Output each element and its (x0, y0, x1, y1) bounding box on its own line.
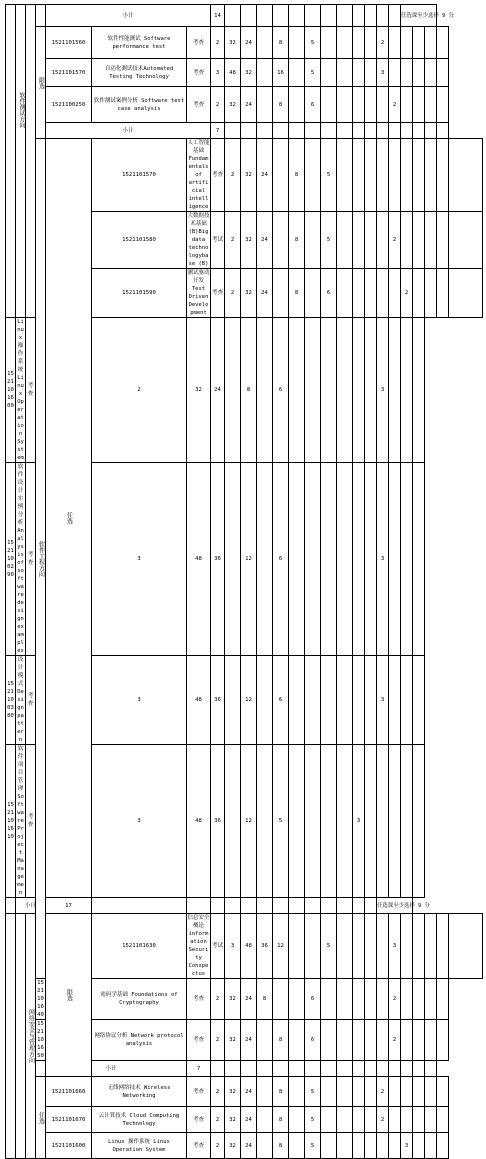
hours: 48 (241, 914, 257, 979)
hours: 32 (225, 87, 241, 123)
blank-cell (16, 5, 26, 318)
term-weeks: 3 (353, 745, 365, 898)
credit: 3 (225, 914, 241, 979)
lab-hours (225, 745, 241, 898)
exam-type: 考查 (187, 1133, 211, 1159)
credit: 2 (225, 269, 241, 318)
subtotal-note: 任选课至少选择 9 分 (401, 5, 437, 27)
lab-hours (225, 318, 241, 463)
lab-hours (257, 1107, 273, 1133)
type-label: 任选 (37, 1111, 45, 1124)
hours: 32 (225, 1020, 241, 1061)
hours: 32 (225, 1133, 241, 1159)
practice-hours (289, 914, 305, 979)
table-row (6, 5, 483, 27)
curriculum-table (5, 4, 483, 1159)
semester: 6 (321, 269, 337, 318)
hours: 32 (225, 1107, 241, 1133)
table-row (6, 1061, 483, 1077)
lab-hours (257, 87, 273, 123)
semester: 6 (305, 979, 321, 1020)
hours: 32 (241, 139, 257, 212)
practice-hours: 8 (289, 269, 305, 318)
lab-hours (257, 59, 273, 87)
table-row (6, 1077, 483, 1107)
practice-hours: 8 (273, 1107, 289, 1133)
table-row (6, 1133, 483, 1159)
blank-cell (36, 5, 46, 27)
semester: 5 (305, 1133, 321, 1159)
term-weeks: 3 (377, 463, 389, 656)
credit: 2 (211, 1020, 225, 1061)
term-weeks: 3 (401, 1133, 413, 1159)
practice-hours: 12 (241, 656, 257, 745)
course-name: Linux 操作系统 Linux Operation System (17, 319, 24, 461)
subtotal-credits: 17 (46, 898, 92, 914)
term-weeks: 2 (377, 1107, 389, 1133)
hours: 48 (225, 59, 241, 87)
direction-cell (26, 914, 36, 1159)
course-code: 1521101670 (46, 1107, 92, 1133)
lecture-hours: 24 (257, 139, 273, 212)
exam-type: 考试 (211, 914, 225, 979)
semester: 6 (273, 656, 289, 745)
hours: 32 (241, 269, 257, 318)
table-row (6, 1107, 483, 1133)
type-cell (36, 27, 46, 139)
exam-type: 考查 (26, 318, 36, 463)
practice-hours: 8 (241, 318, 257, 463)
practice-hours: 8 (289, 212, 305, 269)
practice-hours: 8 (273, 27, 289, 59)
course-name: 设计模式 Design pattern (17, 657, 24, 743)
practice-hours: 8 (273, 1020, 289, 1061)
direction-cell (36, 139, 46, 979)
course-code: 1521101590 (92, 269, 187, 318)
practice-hours: 8 (273, 87, 289, 123)
hours: 32 (241, 212, 257, 269)
exam-type: 考查 (26, 656, 36, 745)
direction-label-overlay: 软件测试方向 (18, 92, 25, 128)
lecture-hours: 24 (211, 318, 225, 463)
term-weeks: 2 (377, 1077, 389, 1107)
credit: 2 (225, 139, 241, 212)
exam-type: 考查 (187, 1107, 211, 1133)
credit: 2 (211, 979, 225, 1020)
exam-type: 考查 (187, 979, 211, 1020)
type-label: 限选 (37, 76, 45, 89)
course-name: 软件设计实例分析 Analysis of software design examples (17, 464, 24, 654)
semester: 6 (273, 318, 289, 463)
exam-type: 考查 (187, 1077, 211, 1107)
exam-type: 考查 (211, 139, 225, 212)
credit: 2 (211, 1133, 225, 1159)
subtotal-note: 任选课至少选择 9 分 (377, 898, 413, 914)
credit: 2 (211, 27, 225, 59)
semester: 5 (305, 59, 321, 87)
hours: 48 (187, 463, 211, 656)
course-name: 软件项目管理 Software Project Managemen (17, 746, 24, 896)
credit: 3 (92, 656, 187, 745)
lecture-hours: 36 (211, 463, 225, 656)
term-weeks: 3 (389, 914, 401, 979)
exam-type: 考查 (187, 87, 211, 123)
semester: 6 (305, 1020, 321, 1061)
course-code: 1521100290 (6, 463, 16, 656)
lab-hours: 12 (273, 914, 289, 979)
term-weeks: 2 (389, 1020, 401, 1061)
lecture-hours: 24 (241, 27, 257, 59)
subtotal-label: 小计 (36, 1061, 187, 1077)
lecture-hours: 24 (241, 1133, 257, 1159)
semester: 5 (321, 212, 337, 269)
type-label: 限选 (65, 989, 73, 1001)
lecture-hours: 36 (211, 656, 225, 745)
practice-hours: 12 (241, 463, 257, 656)
lecture-hours: 24 (241, 1107, 257, 1133)
lecture-hours: 24 (257, 269, 273, 318)
semester: 5 (273, 745, 289, 898)
course-name: 网络协议分析 Network protocol analysis (92, 1020, 187, 1061)
course-code: 1521101650 (37, 1021, 44, 1059)
subtotal-credits: 7 (211, 123, 225, 139)
term-weeks: 2 (401, 269, 413, 318)
lecture-hours: 24 (241, 979, 257, 1020)
lecture-hours: 24 (241, 87, 257, 123)
term-weeks: 2 (389, 979, 401, 1020)
direction-label: 网络安全与管理方向 (27, 1009, 35, 1063)
hours: 32 (225, 27, 241, 59)
table-row (6, 139, 483, 212)
course-code: 1521101600 (46, 1133, 92, 1159)
exam-type: 考查 (187, 59, 211, 87)
subtotal-label: 小计 (46, 5, 211, 27)
table-row (6, 123, 483, 139)
lab-hours (273, 139, 289, 212)
term-weeks: 2 (377, 27, 389, 59)
course-name: 云计算技术 Cloud Computing Technology (92, 1107, 187, 1133)
credit: 2 (211, 1107, 225, 1133)
credit: 3 (211, 59, 225, 87)
blank-cell (6, 914, 16, 1159)
course-name: 无线网络技术 Wireless Networking (92, 1077, 187, 1107)
direction-label: 软件工程方向 (37, 540, 45, 577)
practice-hours (273, 979, 289, 1020)
course-code: 1521100250 (46, 87, 92, 123)
hours: 48 (187, 745, 211, 898)
lab-hours (257, 1077, 273, 1107)
type-cell (46, 914, 92, 1077)
semester: 5 (305, 1077, 321, 1107)
course-code: 1521101570 (92, 139, 187, 212)
credit: 3 (92, 745, 187, 898)
practice-hours: 12 (241, 745, 257, 898)
exam-type: 考查 (187, 27, 211, 59)
exam-type: 考查 (187, 1020, 211, 1061)
hours: 32 (225, 1077, 241, 1107)
type-cell (46, 139, 92, 898)
practice-hours: 16 (273, 59, 289, 87)
semester: 5 (321, 914, 337, 979)
semester: 6 (305, 87, 321, 123)
lab-hours: 8 (257, 979, 273, 1020)
type-label: 任选 (65, 512, 73, 524)
course-code: 1521101630 (92, 914, 187, 979)
credit: 2 (211, 1077, 225, 1107)
practice-hours: 8 (289, 139, 305, 212)
blank-cell (6, 898, 16, 914)
exam-type: 考查 (211, 269, 225, 318)
blank-cell (6, 5, 16, 318)
course-name: 测试驱动开发 Test Driven Development (187, 270, 210, 316)
subtotal-label: 小计 (46, 123, 211, 139)
lab-hours (257, 1133, 273, 1159)
credit: 2 (225, 212, 241, 269)
practice-hours: 8 (273, 1077, 289, 1107)
credit: 2 (92, 318, 187, 463)
table-row (6, 59, 483, 87)
semester: 5 (305, 27, 321, 59)
table-row (6, 914, 483, 979)
credit: 2 (211, 87, 225, 123)
hours: 32 (225, 979, 241, 1020)
subtotal-label: 小计 (16, 898, 46, 914)
course-code: 1521101560 (46, 27, 92, 59)
course-code: 1521101570 (46, 59, 92, 87)
course-code: 1521101640 (37, 980, 44, 1018)
blank-cell (26, 5, 36, 318)
course-code: 1521101660 (46, 1077, 92, 1107)
table-row (6, 27, 483, 59)
course-code: 1521101610 (6, 745, 16, 898)
term-weeks: 3 (377, 59, 389, 87)
lecture-hours: 24 (241, 1020, 257, 1061)
subtotal-credits: 7 (187, 1061, 211, 1077)
course-name: Linux 操作系统 Linux Operation System (92, 1133, 187, 1159)
hours: 48 (187, 656, 211, 745)
practice-hours: 8 (273, 1133, 289, 1159)
semester: 5 (321, 139, 337, 212)
lab-hours (273, 269, 289, 318)
exam-type: 考试 (211, 212, 225, 269)
lecture-hours: 24 (257, 212, 273, 269)
term-weeks: 3 (377, 656, 389, 745)
course-name: 信息安全概论 information Security Conspectus (187, 915, 210, 977)
term-weeks: 2 (389, 212, 401, 269)
blank-cell (16, 914, 26, 1159)
exam-type: 考查 (26, 463, 36, 656)
term-weeks: 3 (377, 318, 389, 463)
semester: 6 (273, 463, 289, 656)
lab-hours (225, 463, 241, 656)
course-code: 1521100380 (6, 656, 16, 745)
credit: 3 (92, 463, 187, 656)
course-code: 1521101580 (92, 212, 187, 269)
lab-hours (273, 212, 289, 269)
lecture-hours: 36 (257, 914, 273, 979)
lab-hours (257, 1020, 273, 1061)
hours: 32 (187, 318, 211, 463)
course-name: 大数据技术基础(B)Big data technologybase (B) (187, 213, 210, 267)
term-weeks: 2 (389, 87, 401, 123)
exam-type: 考查 (26, 745, 36, 898)
lecture-hours: 32 (241, 59, 257, 87)
course-code: 1521101600 (6, 318, 16, 463)
course-name: 密码学基础 Foundations of Cryptography (92, 979, 187, 1020)
lab-hours (257, 27, 273, 59)
table-row (6, 87, 483, 123)
course-name: 软件性能测试 Software performance test (92, 27, 187, 59)
lab-hours (225, 656, 241, 745)
course-name: 人工智能基础 Fundamentals of artificial intelligence (187, 140, 210, 210)
course-name: 软件测试案例分析 Software test case analysis (92, 87, 187, 123)
subtotal-credits: 14 (211, 5, 225, 27)
semester: 5 (305, 1107, 321, 1133)
type-cell (36, 1077, 46, 1159)
course-name: 自动化测试技术Automated Testing Technology (92, 59, 187, 87)
table-row (6, 898, 483, 914)
lecture-hours: 24 (241, 1077, 257, 1107)
lecture-hours: 36 (211, 745, 225, 898)
